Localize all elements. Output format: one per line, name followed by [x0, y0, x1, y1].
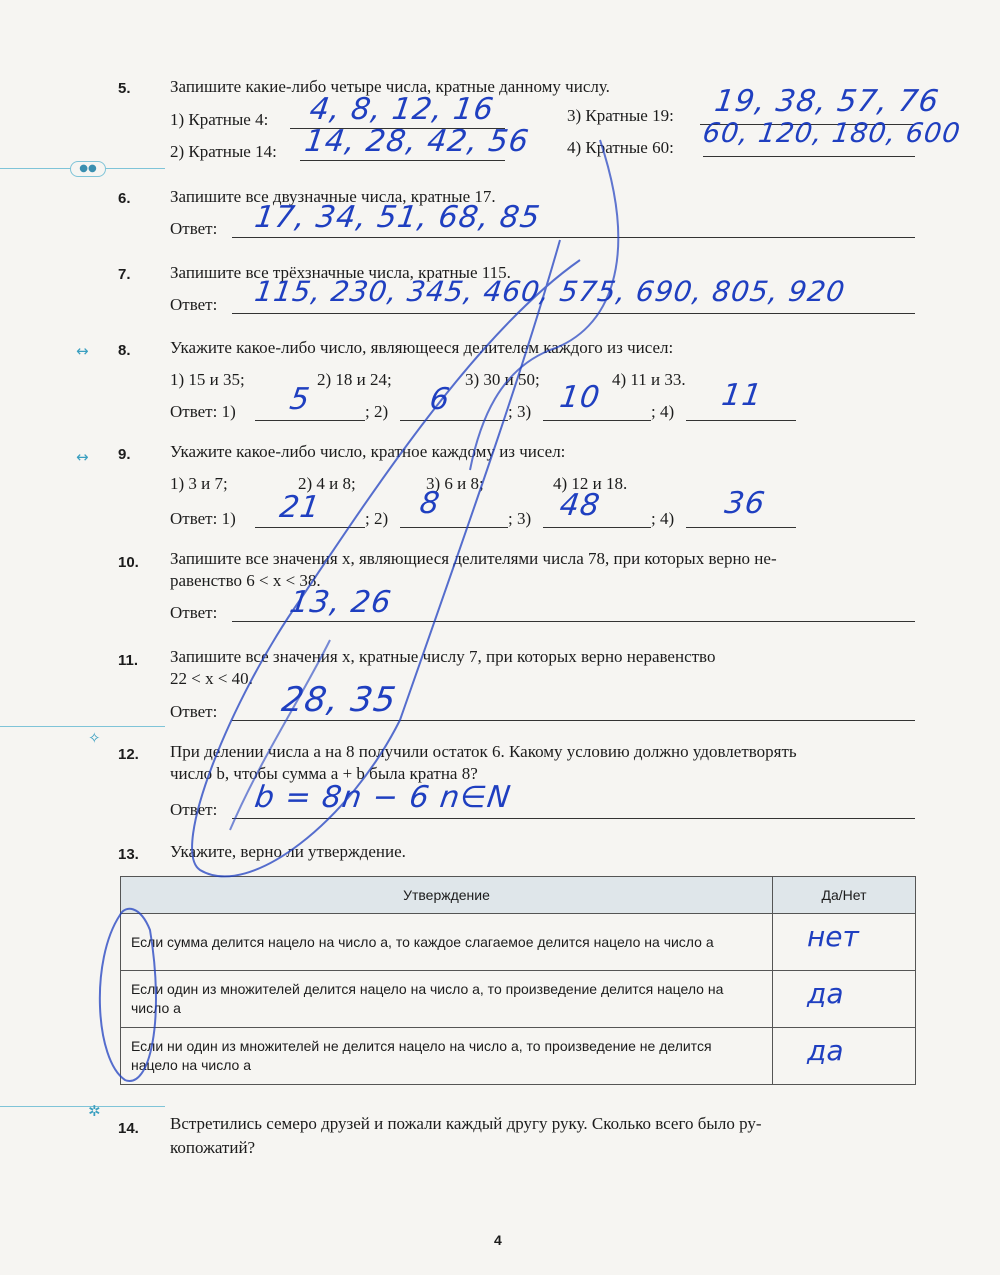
handwritten-answer: нет: [807, 920, 859, 953]
answer-sep: ; 4): [651, 402, 675, 421]
task-number: 12.: [118, 746, 139, 763]
handwritten-answer: 14, 28, 42, 56: [302, 124, 532, 159]
task-number: 5.: [118, 80, 131, 97]
answer-label: 2) Кратные 14:: [170, 142, 277, 161]
task-text: Запишите какие-либо четыре числа, кратные данному числу.: [170, 77, 610, 96]
task-text: Укажите, верно ли утверждение.: [170, 842, 406, 861]
task-number: 10.: [118, 554, 139, 571]
answer-label: 4) Кратные 60:: [567, 138, 674, 157]
option: 4) 11 и 33.: [612, 370, 686, 389]
handwritten-answer: 17, 34, 51, 68, 85: [252, 200, 543, 235]
answer-sep: ; 2): [365, 402, 389, 421]
option: 1) 3 и 7;: [170, 474, 228, 493]
handwritten-answer: 28, 35: [279, 680, 399, 720]
column-header: Утверждение: [121, 877, 773, 914]
handwritten-answer: да: [807, 977, 844, 1010]
handwritten-answer: 11: [719, 378, 765, 413]
handwritten-answer: 6: [427, 382, 453, 417]
statement-cell: Если ни один из множителей не делится нацело на число a, то произведение не делится нацело на число a: [121, 1028, 773, 1085]
answer-label: Ответ:: [170, 702, 218, 721]
handwritten-answer: 21: [277, 490, 323, 525]
task-number: 7.: [118, 266, 131, 283]
option: 2) 4 и 8;: [298, 474, 356, 493]
task-number: 11.: [118, 652, 139, 669]
task-text: 22 < x < 40.: [170, 669, 253, 688]
task-text: Запишите все значения x, кратные числу 7, при которых верно неравенство: [170, 647, 716, 666]
star-marker-icon: ✲: [88, 1102, 101, 1120]
pen-check-stroke: [470, 140, 618, 470]
option: 3) 30 и 50;: [465, 370, 540, 389]
option: 4) 12 и 18.: [553, 474, 628, 493]
answer-label: Ответ: 1): [170, 509, 236, 528]
page-number: 4: [494, 1232, 502, 1248]
task-text: равенство 6 < x < 38.: [170, 571, 321, 590]
task-text: Укажите какое-либо число, являющееся делителем каждого из чисел:: [170, 338, 674, 357]
handwritten-answer: 4, 8, 12, 16: [307, 92, 497, 127]
task-number: 14.: [118, 1120, 139, 1137]
statement-cell: Если сумма делится нацело на число a, то каждое слагаемое делится нацело на число a: [121, 914, 773, 971]
task-text: При делении числа a на 8 получили остаток 6. Какому условию должно удовлетворять: [170, 742, 797, 761]
arrow-marker-icon: ↔: [76, 342, 89, 360]
task-text: Встретились семеро друзей и пожали каждый другу руку. Сколько всего было ру-: [170, 1114, 762, 1133]
task-number: 8.: [118, 342, 131, 359]
handwritten-answer: 36: [722, 486, 768, 521]
handwritten-answer: b = 8n − 6 n∈N: [252, 780, 514, 815]
answer-sep: ; 3): [508, 402, 532, 421]
handwritten-answer: 5: [287, 382, 313, 417]
answer-label: 3) Кратные 19:: [567, 106, 674, 125]
answer-label: Ответ:: [170, 295, 218, 314]
pen-check-stroke: [230, 640, 330, 830]
handwritten-answer: 8: [417, 486, 443, 521]
task-text: Запишите все значения x, являющиеся делителями числа 78, при которых верно не-: [170, 549, 777, 568]
task-text: Укажите какое-либо число, кратное каждому из чисел:: [170, 442, 566, 461]
handwritten-answer: 60, 120, 180, 600: [700, 118, 963, 149]
pen-check-stroke: [192, 240, 580, 876]
handwritten-answer: 10: [557, 380, 603, 415]
answer-label: Ответ:: [170, 219, 218, 238]
answer-label: 1) Кратные 4:: [170, 110, 269, 129]
option: 2) 18 и 24;: [317, 370, 392, 389]
task-text: число b, чтобы сумма a + b была кратна 8?: [170, 764, 478, 783]
task-text: Запишите все двузначные числа, кратные 17.: [170, 187, 496, 206]
answer-sep: ; 2): [365, 509, 389, 528]
statement-cell: Если один из множителей делится нацело на число a, то произведение делится нацело на число a: [121, 971, 773, 1028]
pen-circle-stroke: [100, 909, 156, 1081]
task-text: Запишите все трёхзначные числа, кратные 115.: [170, 263, 511, 282]
option: 3) 6 и 8;: [426, 474, 484, 493]
answer-sep: ; 4): [651, 509, 675, 528]
handwritten-answer: да: [807, 1034, 844, 1067]
handwritten-answer: 13, 26: [287, 585, 394, 620]
option: 1) 15 и 35;: [170, 370, 245, 389]
arrow-marker-icon: ↔: [76, 448, 89, 466]
answer-label: Ответ:: [170, 603, 218, 622]
handwritten-answer: 115, 230, 345, 460, 575, 690, 805, 920: [252, 275, 848, 308]
difficulty-marker-two-dots-icon: ●●: [70, 161, 106, 177]
column-header: Да/Нет: [773, 877, 916, 914]
diamond-marker-icon: ✧: [88, 729, 101, 747]
task-number: 6.: [118, 190, 131, 207]
answer-label: Ответ:: [170, 800, 218, 819]
task-number: 13.: [118, 846, 139, 863]
task-text: копожатий?: [170, 1138, 256, 1157]
answer-sep: ; 3): [508, 509, 532, 528]
task-number: 9.: [118, 446, 131, 463]
handwritten-answer: 19, 38, 57, 76: [712, 84, 942, 119]
handwritten-answer: 48: [557, 488, 603, 523]
answer-label: Ответ: 1): [170, 402, 236, 421]
